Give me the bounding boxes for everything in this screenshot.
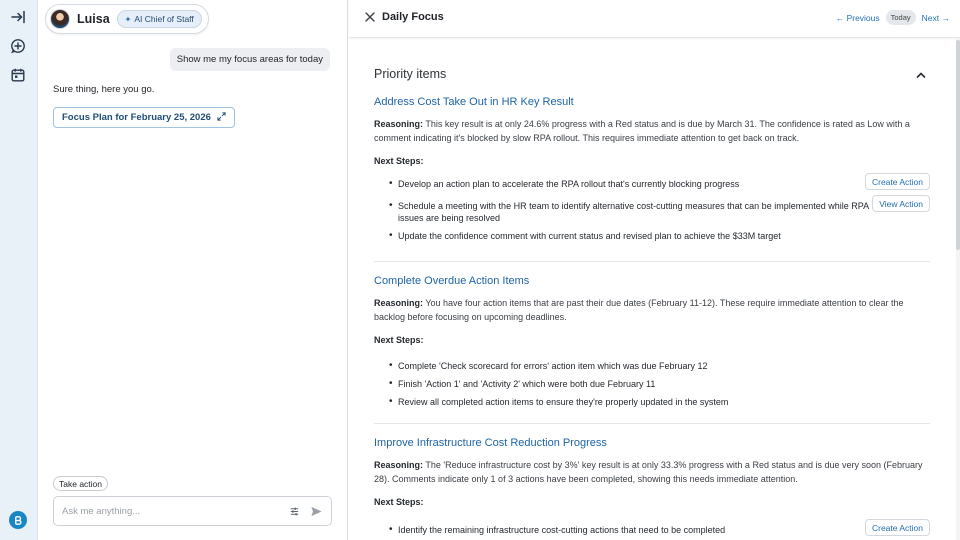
next-steps-label: Next Steps: [374, 335, 424, 345]
list-item [374, 178, 930, 190]
chat-input-box [53, 496, 332, 526]
list-item [374, 230, 930, 242]
left-rail [0, 0, 38, 540]
settings-sliders-icon[interactable] [287, 504, 301, 518]
user-message: Show me my focus areas for today [170, 48, 330, 71]
reasoning-text [374, 458, 924, 486]
agent-role-label: AI Chief of Staff [134, 14, 194, 24]
priority-item [374, 437, 930, 540]
priority-item-title[interactable]: Complete Overdue Action Items [374, 275, 530, 287]
view-action-button[interactable]: View Action [872, 195, 930, 212]
agent-selector[interactable] [45, 4, 209, 34]
app-logo-icon[interactable] [9, 511, 27, 529]
steps-list [374, 360, 930, 408]
scrollbar-thumb[interactable] [956, 40, 960, 250]
steps-list [374, 178, 930, 242]
step-text: • Develop an action plan to accelerate the RPA rollout that's currently blocking progress [374, 178, 874, 190]
chevron-up-icon[interactable] [915, 69, 927, 81]
list-item [374, 524, 930, 536]
next-button[interactable]: Next → [921, 12, 950, 23]
create-action-button[interactable]: Create Action [865, 519, 930, 536]
priority-item-title[interactable]: Improve Infrastructure Cost Reduction Progress [374, 437, 607, 449]
steps-list [374, 524, 930, 536]
reasoning-body: You have four action items that are past their due dates (February 11-12). These require immediate attention to clear the backlog before focusing on upcoming deadlines. [374, 298, 904, 322]
step-text: • Finish 'Action 1' and 'Activity 2' which were both due February 11 [374, 378, 874, 390]
avatar [50, 9, 70, 29]
reasoning-body: The 'Reduce infrastructure cost by 3%' key result is at only 33.3% progress with a Red status and is due very soon (February 28). Comments indicate only 1 of 3 actions have been completed, showing this needs immediate attention. [374, 460, 923, 484]
next-steps-label: Next Steps: [374, 497, 424, 507]
list-item [374, 378, 930, 390]
reasoning-body: This key result is at only 24.6% progress with a Red status and is due by March 31. The confidence is rated as Low with a comment indicating it's blocked by slow RPA rollout. This requires immediate attention to get back on track. [374, 119, 910, 143]
take-action-chip[interactable]: Take action [53, 476, 108, 491]
section-title: Priority items [374, 67, 447, 81]
divider [374, 423, 930, 424]
focus-content [374, 38, 930, 540]
chat-panel [38, 0, 348, 540]
divider [374, 261, 930, 262]
focus-plan-button[interactable] [53, 107, 235, 128]
reasoning-label: Reasoning: [374, 119, 424, 129]
new-chat-icon[interactable] [7, 35, 29, 57]
priority-item [374, 275, 930, 414]
focus-plan-label: Focus Plan for February 25, 2026 [62, 112, 211, 123]
agent-name: Luisa [77, 12, 110, 26]
step-text: • Identify the remaining infrastructure cost-cutting actions that need to be completed [374, 524, 874, 536]
step-text: • Complete 'Check scorecard for errors' action item which was due February 12 [374, 360, 874, 372]
calendar-icon[interactable] [7, 64, 29, 86]
date-navigation [836, 10, 950, 25]
step-text: • Update the confidence comment with current status and revised plan to achieve the $33M target [374, 230, 874, 242]
list-item [374, 396, 930, 408]
step-text: • Review all completed action items to ensure they're properly updated in the system [374, 396, 874, 408]
step-text: • Schedule a meeting with the HR team to identify alternative cost-cutting measures that can be implemented while RPA issues are being resolved [374, 200, 874, 224]
reasoning-label: Reasoning: [374, 298, 424, 308]
reasoning-label: Reasoning: [374, 460, 424, 470]
close-icon[interactable] [363, 10, 377, 24]
today-button[interactable]: Today [886, 10, 916, 25]
page-title: Daily Focus [382, 11, 444, 23]
previous-button[interactable]: ← Previous [835, 12, 880, 23]
expand-icon [217, 112, 226, 124]
next-steps-label: Next Steps: [374, 156, 424, 166]
focus-header [349, 0, 960, 38]
collapse-panel-icon[interactable] [7, 6, 29, 28]
list-item [374, 200, 930, 224]
list-item [374, 360, 930, 372]
bot-message: Sure thing, here you go. [53, 84, 155, 95]
chat-input[interactable] [62, 506, 279, 517]
reasoning-text [374, 117, 924, 145]
agent-role-badge [117, 10, 202, 28]
create-action-button[interactable]: Create Action [865, 173, 930, 190]
sparkle-icon: ✦ [124, 14, 132, 24]
daily-focus-panel [349, 0, 960, 540]
priority-item-title[interactable]: Address Cost Take Out in HR Key Result [374, 96, 574, 108]
priority-item [374, 96, 930, 248]
send-icon[interactable] [309, 504, 323, 518]
reasoning-text [374, 296, 924, 324]
